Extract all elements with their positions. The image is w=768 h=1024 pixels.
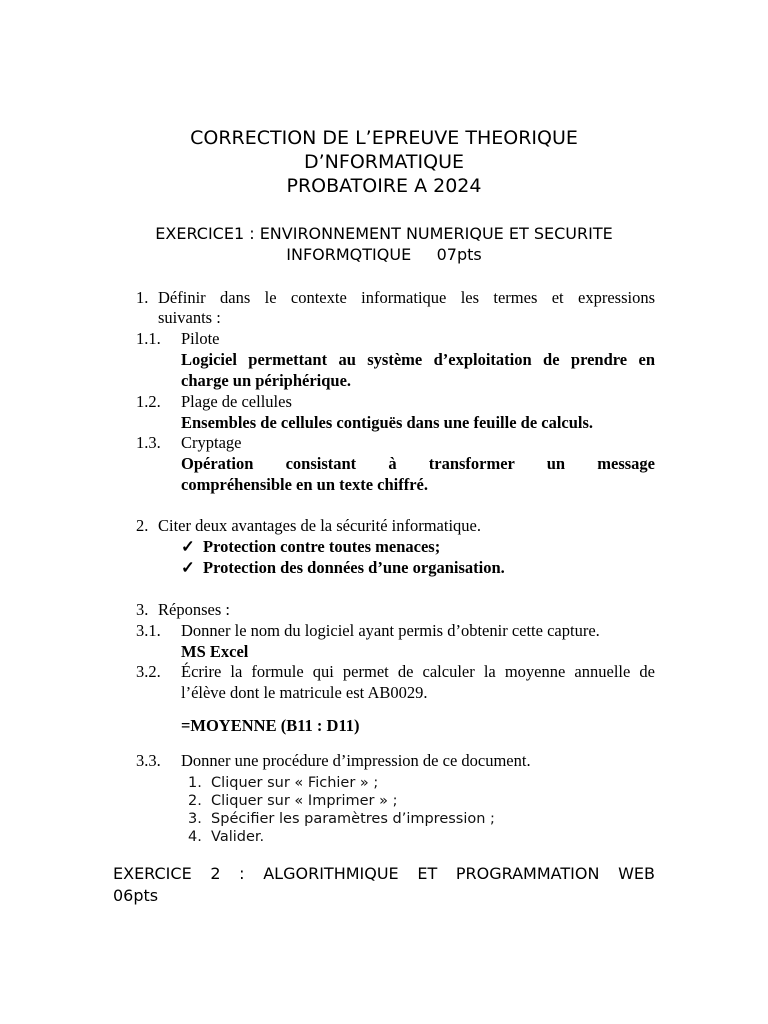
- item-1-3-term: Cryptage: [181, 433, 242, 452]
- exercise1-heading-line-1: EXERCICE1 : ENVIRONNEMENT NUMERIQUE ET SECURITE: [155, 224, 613, 243]
- item-3-2-text-line-2: l’élève dont le matricule est AB0029.: [181, 683, 428, 702]
- print-step: 3. Spécifier les paramètres d’impression ;: [188, 811, 495, 827]
- exercise2-heading-line-1: EXERCICE 2 : ALGORITHMIQUE ET PROGRAMMATION WEB: [113, 864, 655, 883]
- document-title-line-2: D’NFORMATIQUE: [304, 151, 464, 173]
- item-3-3-text: Donner une procédure d’impression de ce document.: [181, 751, 531, 770]
- exercise1-heading-line-2: INFORMQTIQUE 07pts: [286, 245, 482, 264]
- print-step: 2. Cliquer sur « Imprimer » ;: [188, 793, 398, 809]
- print-step: 4. Valider.: [188, 829, 265, 845]
- checkmark-icon: ✓: [181, 537, 195, 556]
- item-1-1-answer-line-2: charge un périphérique.: [181, 371, 352, 390]
- question-1-number: 1.: [136, 288, 149, 307]
- question-2-answer-1: [181, 537, 440, 557]
- question-2-answer-2-text: Protection des données d’une organisation.: [203, 558, 505, 577]
- item-3-1-text: Donner le nom du logiciel ayant permis d’obtenir cette capture.: [181, 621, 600, 640]
- item-1-3-answer-line-1: Opération consistant à transformer un message: [181, 454, 655, 473]
- document-title-line-3: PROBATOIRE A 2024: [286, 175, 482, 197]
- question-2-number: 2.: [136, 516, 149, 535]
- item-1-2-term: Plage de cellules: [181, 392, 292, 411]
- question-2-text: Citer deux avantages de la sécurité informatique.: [158, 516, 481, 535]
- item-1-2-number: 1.2.: [136, 392, 161, 411]
- item-3-1-answer: MS Excel: [181, 642, 249, 661]
- question-2-answer-1-text: Protection contre toutes menaces;: [203, 537, 441, 556]
- question-1-text-line-1: Définir dans le contexte informatique les termes et expressions: [158, 288, 655, 307]
- document-title-line-1: CORRECTION DE L’EPREUVE THEORIQUE: [190, 127, 578, 149]
- print-step: 1. Cliquer sur « Fichier » ;: [188, 775, 379, 791]
- item-1-3-answer-line-2: compréhensible en un texte chiffré.: [181, 475, 428, 494]
- item-1-1-answer-line-1: Logiciel permettant au système d’exploitation de prendre en: [181, 350, 655, 369]
- item-3-2-text-line-1: Écrire la formule qui permet de calculer la moyenne annuelle de: [181, 662, 655, 681]
- item-3-2-answer: =MOYENNE (B11 : D11): [181, 716, 360, 735]
- question-1-text-line-2: suivants :: [158, 308, 221, 327]
- item-3-2-number: 3.2.: [136, 662, 161, 681]
- question-3-number: 3.: [136, 600, 149, 619]
- item-3-1-number: 3.1.: [136, 621, 161, 640]
- item-3-3-number: 3.3.: [136, 751, 161, 770]
- item-1-2-answer-line-1: Ensembles de cellules contiguës dans une feuille de calculs.: [181, 413, 594, 432]
- exercise2-heading-line-2: 06pts: [113, 886, 159, 905]
- item-1-1-term: Pilote: [181, 329, 220, 348]
- item-1-3-number: 1.3.: [136, 433, 161, 452]
- question-2-answer-2: [181, 558, 505, 578]
- print-procedure-list: [188, 774, 548, 846]
- item-1-1-number: 1.1.: [136, 329, 161, 348]
- checkmark-icon: ✓: [181, 558, 195, 577]
- question-3-text: Réponses :: [158, 600, 230, 619]
